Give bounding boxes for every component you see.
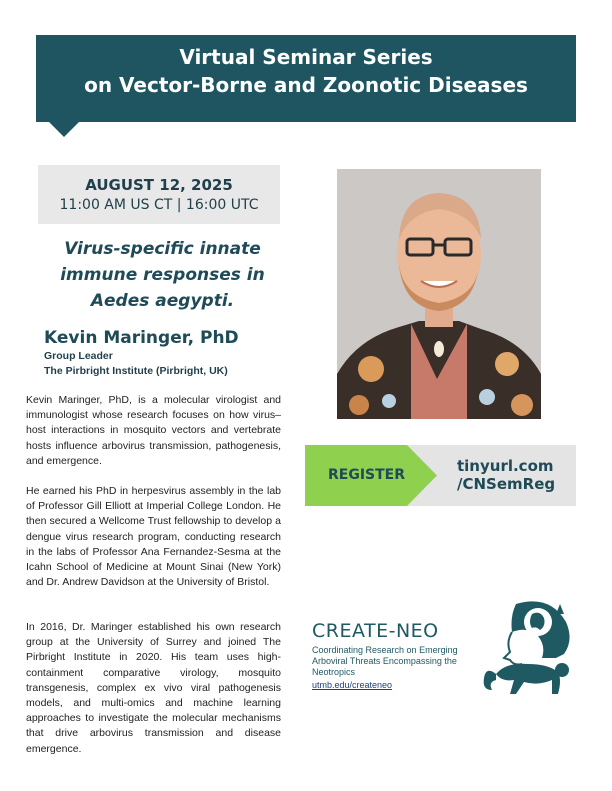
banner-pointer (48, 121, 80, 137)
org-link[interactable]: utmb.edu/createneo (312, 680, 393, 690)
register-button[interactable]: REGISTER (328, 467, 406, 483)
bio-paragraph-3: In 2016, Dr. Maringer established his own research group at the University of Surrey and joined The Pirbright Institute in 2020. His team uses high-containment comparative virology, mosquito transgenesis, complex ex vivo viral pathogenesis models, and multi-omics and machine learning approaches to investigate the molecular mechanisms that drive arbovirus transmission and disease emergence. (26, 621, 281, 755)
register-url-line1[interactable]: tinyurl.com (457, 457, 554, 475)
header-banner (36, 35, 576, 122)
speaker-portrait-illustration (337, 169, 541, 419)
talk-title-line1: Virus-specific innate (64, 239, 261, 259)
speaker-institution: The Pirbright Institute (Pirbright, UK) (44, 365, 228, 377)
talk-title (40, 236, 285, 314)
org-description: Coordinating Research on Emerging Arboviral Threats Encompassing the Neotropics (312, 645, 458, 677)
bio-paragraph-2: He earned his PhD in herpesvirus assembly in the lab of Professor Gill Elliott at Imperial College London. He then secured a Wellcome Trust fellowship to develop a dengue virus research program, conducting research in the labs of Professor Ana Fernandez-Sesma at the Icahn School of Medicine at Mount Sinai (New York) and Dr. Andrew Davidson at the University of Bristol. (26, 485, 281, 589)
register-link[interactable] (457, 457, 555, 493)
talk-title-line2: immune responses in (60, 265, 265, 285)
register-url-line2[interactable]: /CNSemReg (457, 475, 556, 493)
event-time: 11:00 AM US CT | 16:00 UTC (59, 197, 259, 213)
bio-paragraph-1: Kevin Maringer, PhD, is a molecular virologist and immunologist whose research focuses on how virus–host interactions in mosquito vectors and vertebrate hosts influence arbovirus transmission, pathogenesis, and emergence. (26, 394, 281, 467)
banner-title-line1: Virtual Seminar Series (179, 45, 433, 69)
event-date: AUGUST 12, 2025 (85, 176, 233, 194)
create-neo-monkey-logo-icon (476, 596, 576, 702)
org-name: CREATE-NEO (312, 620, 439, 642)
speaker-photo (337, 169, 541, 419)
speaker-name: Kevin Maringer, PhD (44, 328, 239, 348)
event-datetime-box (38, 165, 280, 224)
talk-title-line3: Aedes aegypti. (90, 291, 235, 311)
banner-title-line2: on Vector-Borne and Zoonotic Diseases (84, 73, 528, 97)
speaker-role: Group Leader (44, 350, 113, 362)
